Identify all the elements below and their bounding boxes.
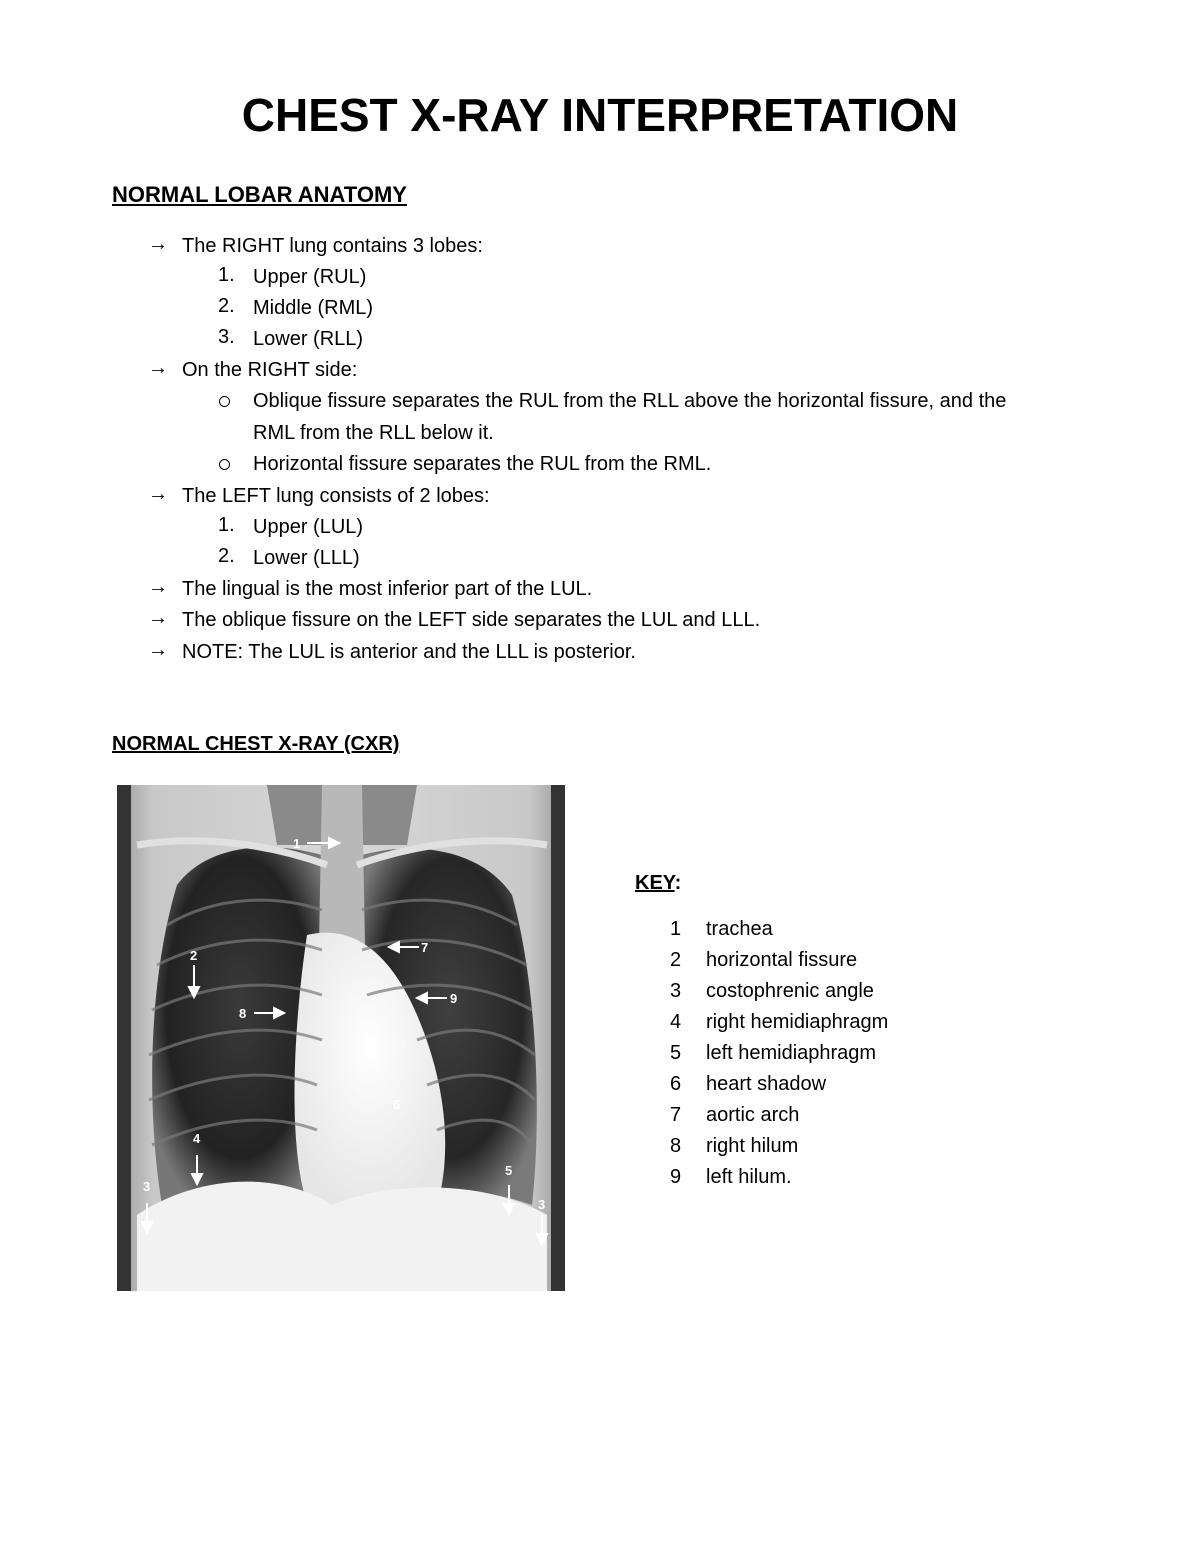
key-number: 8 [670,1135,682,1157]
key-label-aortic-arch: aortic arch [706,1104,800,1126]
sub-bullet-oblique-fissure: Oblique fissure separates the RUL from the RLL above the horizontal fissure, and the [253,390,1007,412]
list-number: 1. [218,514,235,536]
sub-bullet-horizontal-fissure: Horizontal fissure separates the RUL from the RML. [253,453,712,475]
xray-label: 1 [293,836,301,851]
arrow-bullet-icon: → [148,607,168,629]
list-item-rll: Lower (RLL) [253,328,364,350]
list-item-lul: Upper (LUL) [253,516,364,538]
bullet-oblique-fissure-left: The oblique fissure on the LEFT side separates the LUL and LLL. [182,609,761,631]
list-number: 2. [218,295,235,317]
key-heading-text: KEY [635,872,675,894]
key-label-trachea: trachea [706,918,773,940]
circle-bullet-icon [219,396,230,407]
bullet-left-lung-lobes: The LEFT lung consists of 2 lobes: [182,485,490,507]
bullet-right-side: On the RIGHT side: [182,359,358,381]
key-number: 9 [670,1166,682,1188]
arrow-bullet-icon: → [148,483,168,505]
xray-label: 9 [450,991,458,1006]
xray-label: 7 [421,940,429,955]
key-label-heart-shadow: heart shadow [706,1073,827,1095]
key-label-left-hemidiaphragm: left hemidiaphragm [706,1042,877,1064]
key-number: 4 [670,1011,682,1033]
list-item-rml: Middle (RML) [253,297,374,319]
key-number: 5 [670,1042,682,1064]
xray-label: 2 [190,948,198,963]
arrow-bullet-icon: → [148,639,168,661]
xray-label: 3 [538,1197,546,1212]
arrow-bullet-icon: → [148,233,168,255]
xray-label: 6 [393,1097,401,1112]
key-heading-colon: : [674,872,682,894]
circle-bullet-icon [219,459,230,470]
section-heading-normal-cxr: NORMAL CHEST X-RAY (CXR) [112,733,400,755]
list-number: 3. [218,326,235,348]
page-title: CHEST X-RAY INTERPRETATION [241,89,959,141]
sub-bullet-oblique-fissure-cont: RML from the RLL below it. [253,422,494,444]
list-item-rul: Upper (RUL) [253,266,367,288]
key-heading [635,872,681,895]
bullet-right-lung-lobes: The RIGHT lung contains 3 lobes: [182,235,483,257]
key-number: 3 [670,980,682,1002]
list-item-lll: Lower (LLL) [253,547,360,569]
key-label-right-hilum: right hilum [706,1135,799,1157]
key-label-horizontal-fissure: horizontal fissure [706,949,858,971]
key-label-right-hemidiaphragm: right hemidiaphragm [706,1011,889,1033]
key-number: 2 [670,949,682,971]
section-heading-lobar-anatomy: NORMAL LOBAR ANATOMY [112,182,407,207]
bullet-note: NOTE: The LUL is anterior and the LLL is posterior. [182,641,636,663]
key-label-costophrenic-angle: costophrenic angle [706,980,874,1002]
list-number: 2. [218,545,235,567]
chest-xray-image [117,785,565,1291]
list-number: 1. [218,264,235,286]
key-number: 6 [670,1073,682,1095]
xray-label: 8 [239,1006,247,1021]
arrow-bullet-icon: → [148,576,168,598]
xray-label: 5 [505,1163,513,1178]
key-label-left-hilum: left hilum. [706,1166,792,1188]
xray-label: 4 [193,1131,201,1146]
key-number: 1 [670,918,682,940]
bullet-lingual: The lingual is the most inferior part of the LUL. [182,578,593,600]
arrow-bullet-icon: → [148,357,168,379]
xray-label: 3 [143,1179,151,1194]
key-number: 7 [670,1104,682,1126]
